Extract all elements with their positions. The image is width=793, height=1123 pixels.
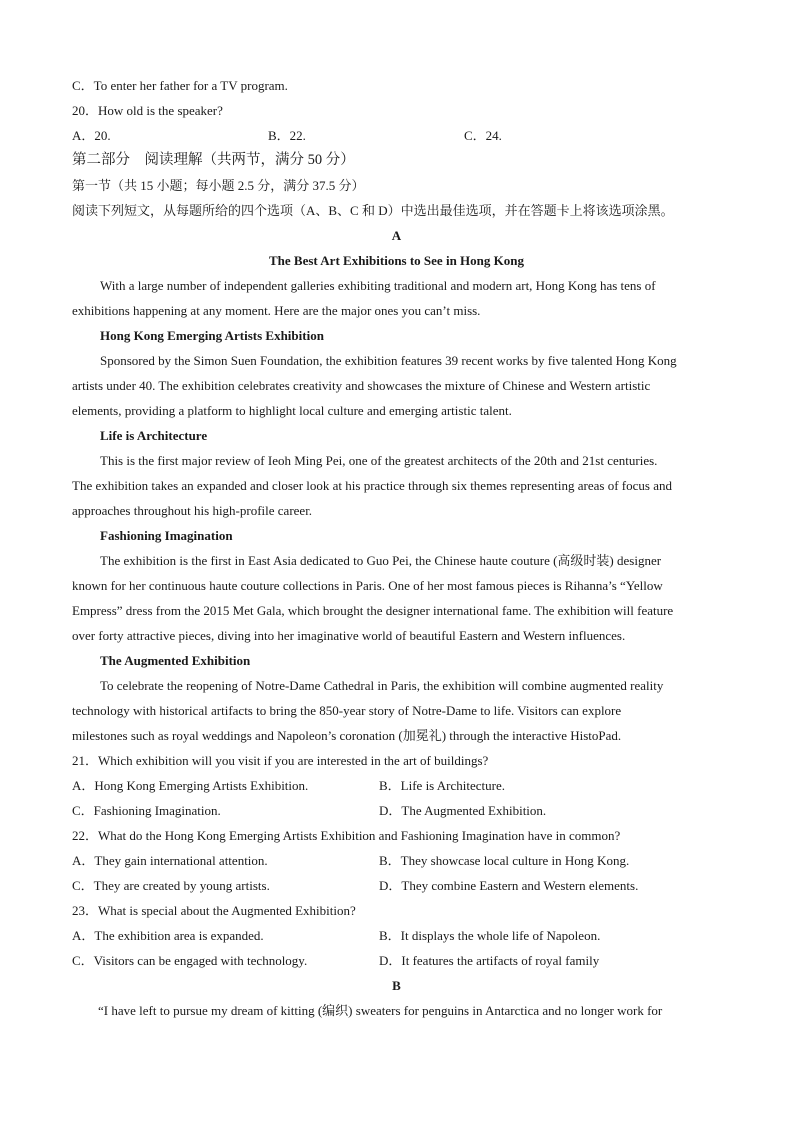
passage-b-letter: B	[392, 978, 401, 993]
part2-title: 第二部分 阅读理解（共两节，满分 50 分）	[72, 152, 355, 168]
q20-option-c: C．24.	[464, 128, 502, 143]
q21-option-a: A．Hong Kong Emerging Artists Exhibition.	[72, 778, 309, 793]
section-text-emerging-3: elements, providing a platform to highlight local culture and emerging artistic talent.	[72, 403, 512, 418]
q22-option-c: C．They are created by young artists.	[72, 878, 270, 893]
q23-option-a: A．The exhibition area is expanded.	[72, 928, 264, 943]
section-heading-emerging-artists: Hong Kong Emerging Artists Exhibition	[100, 328, 324, 343]
q20-option-b: B．22.	[268, 128, 306, 143]
passage-a-letter: A	[391, 228, 402, 243]
q23-stem: 23．What is special about the Augmented Exhibition?	[72, 903, 356, 918]
instructions: 阅读下列短文，从每题所给的四个选项（A、B、C 和 D）中选出最佳选项，并在答题卡上将该选项涂黑。	[72, 203, 674, 218]
section-text-architecture-1: This is the first major review of Ieoh Ming Pei, one of the greatest architects of the 20th and 21st centuries.	[100, 453, 658, 468]
q19-option-c: C．To enter her father for a TV program.	[72, 78, 288, 93]
q21-stem: 21．Which exhibition will you visit if you are interested in the art of buildings?	[72, 753, 489, 768]
section-text-emerging-1: Sponsored by the Simon Suen Foundation, the exhibition features 39 recent works by five talented Hong Kong	[100, 353, 677, 368]
q22-option-a: A．They gain international attention.	[72, 853, 268, 868]
section1-title: 第一节（共 15 小题；每小题 2.5 分，满分 37.5 分）	[72, 178, 365, 193]
section-heading-fashioning: Fashioning Imagination	[100, 528, 233, 543]
section-text-augmented-2: technology with historical artifacts to bring the 850-year story of Notre-Dame to life. Visitors can explore	[72, 703, 622, 718]
passage-a-title: The Best Art Exhibitions to See in Hong Kong	[269, 253, 524, 268]
section-text-augmented-3: milestones such as royal weddings and Napoleon’s coronation (加冕礼) through the interactive HistoPad.	[72, 728, 622, 743]
q20-option-a: A．20.	[72, 128, 111, 143]
q21-option-c: C．Fashioning Imagination.	[72, 803, 221, 818]
q22-option-b: B．They showcase local culture in Hong Kong.	[379, 853, 630, 868]
q22-stem: 22．What do the Hong Kong Emerging Artists Exhibition and Fashioning Imagination have in common?	[72, 828, 621, 843]
section-text-emerging-2: artists under 40. The exhibition celebrates creativity and showcases the mixture of Chinese and Western artistic	[72, 378, 651, 393]
section-text-fashioning-3: Empress” dress from the 2015 Met Gala, which brought the designer international fame. The exhibition will feature	[72, 603, 674, 618]
q22-option-d: D．They combine Eastern and Western elements.	[379, 878, 639, 893]
section-text-architecture-3: approaches throughout his high-profile career.	[72, 503, 313, 518]
section-text-fashioning-4: over forty attractive pieces, diving into her imaginative world of beautiful Eastern and Western influences.	[72, 628, 626, 643]
passage-b-first-line: “I have left to pursue my dream of kitting (编织) sweaters for penguins in Antarctica and no longer work for	[98, 1003, 663, 1018]
q21-option-b: B．Life is Architecture.	[379, 778, 505, 793]
section-heading-augmented: The Augmented Exhibition	[100, 653, 251, 668]
q23-option-b: B．It displays the whole life of Napoleon.	[379, 928, 601, 943]
q20-stem: 20．How old is the speaker?	[72, 103, 223, 118]
passage-a-intro-1: With a large number of independent galleries exhibiting traditional and modern art, Hong Kong has tens of	[100, 278, 656, 293]
q21-option-d: D．The Augmented Exhibition.	[379, 803, 547, 818]
section-text-fashioning-1: The exhibition is the first in East Asia dedicated to Guo Pei, the Chinese haute couture (高级时装) designer	[100, 553, 662, 568]
section-heading-architecture: Life is Architecture	[100, 428, 208, 443]
passage-a-intro-2: exhibitions happening at any moment. Here are the major ones you can’t miss.	[72, 303, 481, 318]
q23-option-d: D．It features the artifacts of royal family	[379, 953, 600, 968]
q23-option-c: C．Visitors can be engaged with technology.	[72, 953, 308, 968]
section-text-fashioning-2: known for her continuous haute couture collections in Paris. One of her most famous pieces is Rihanna’s “Yellow	[72, 578, 663, 593]
section-text-architecture-2: The exhibition takes an expanded and closer look at his practice through six themes representing areas of focus and	[72, 478, 672, 493]
section-text-augmented-1: To celebrate the reopening of Notre-Dame Cathedral in Paris, the exhibition will combine augmented reality	[100, 678, 664, 693]
